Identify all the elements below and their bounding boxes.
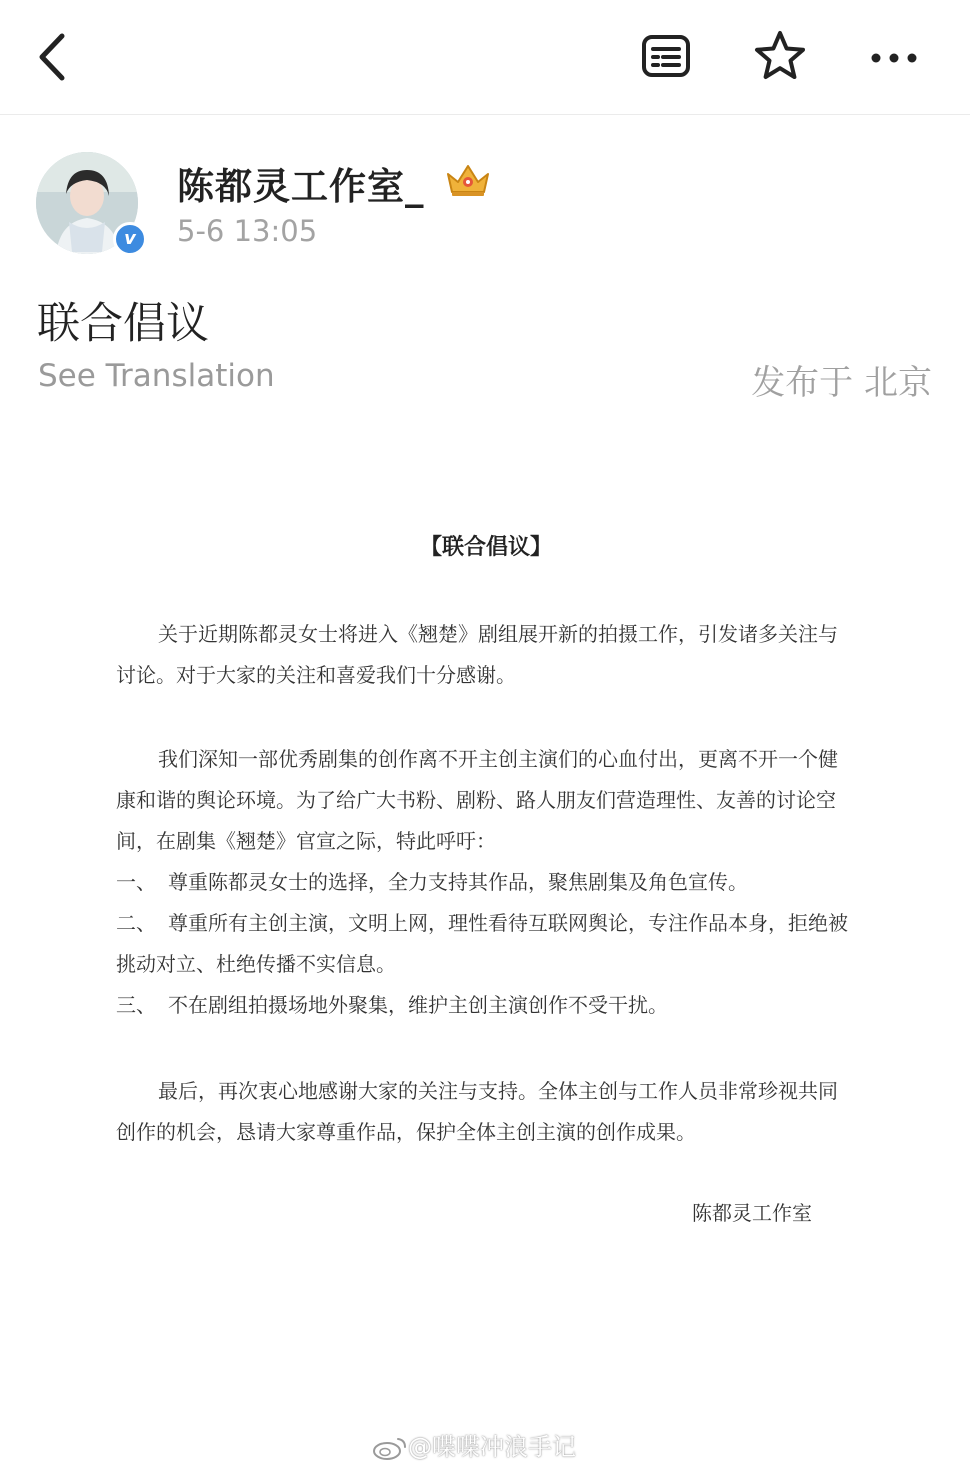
watermark-text: @喋喋冲浪手记 (408, 1433, 576, 1461)
list-button[interactable] (634, 24, 698, 88)
statement-image[interactable] (96, 500, 876, 1400)
star-icon (748, 24, 812, 88)
post-title: 联合倡议 (37, 299, 209, 349)
document-paragraph (116, 739, 856, 1026)
list-item: 三、 不在剧组拍摄场地外聚集，维护主创主演创作不受干扰。 (116, 993, 668, 1017)
favorite-button[interactable] (748, 24, 812, 88)
document-paragraph (116, 614, 856, 696)
document-paragraph (116, 1071, 856, 1153)
paragraph-text: 关于近期陈都灵女士将进入《翘楚》剧组展开新的拍摄工作，引发诸多关注与讨论。对于大家的关注和喜爱我们十分感谢。 (116, 622, 838, 687)
weibo-icon (372, 1435, 408, 1461)
post-location: 发布于 北京 (751, 363, 932, 403)
watermark (372, 1427, 576, 1462)
document-signature: 陈都灵工作室 (692, 1201, 812, 1225)
author-name[interactable]: 陈都灵工作室_ (177, 165, 425, 208)
list-item: 一、 尊重陈都灵女士的选择，全力支持其作品，聚焦剧集及角色宣传。 (116, 870, 748, 894)
verified-icon: v (113, 222, 147, 256)
paragraph-text: 最后，再次衷心地感谢大家的关注与支持。全体主创与工作人员非常珍视共同创作的机会，恳请大家尊重作品，保护全体主创主演的创作成果。 (116, 1079, 838, 1144)
paragraph-text: 我们深知一部优秀剧集的创作离不开主创主演们的心血付出，更离不开一个健康和谐的舆论环境。为了给广大书粉、剧粉、路人朋友们营造理性、友善的讨论空间，在剧集《翘楚》官宣之际，特此呼吁： (116, 747, 838, 853)
back-button[interactable] (22, 24, 86, 88)
list-item: 二、 尊重所有主创主演，文明上网，理性看待互联网舆论，专注作品本身，拒绝被挑动对立、杜绝传播不实信息。 (116, 911, 848, 976)
top-navigation-bar (0, 0, 970, 115)
crown-icon (444, 160, 492, 198)
list-icon (634, 24, 698, 88)
more-button[interactable] (862, 24, 926, 88)
post-timestamp: 5-6 13:05 (177, 214, 318, 248)
see-translation-link[interactable]: See Translation (38, 358, 275, 394)
chevron-left-icon (22, 24, 86, 88)
document-title: 【联合倡议】 (419, 534, 552, 560)
more-icon (862, 24, 926, 88)
